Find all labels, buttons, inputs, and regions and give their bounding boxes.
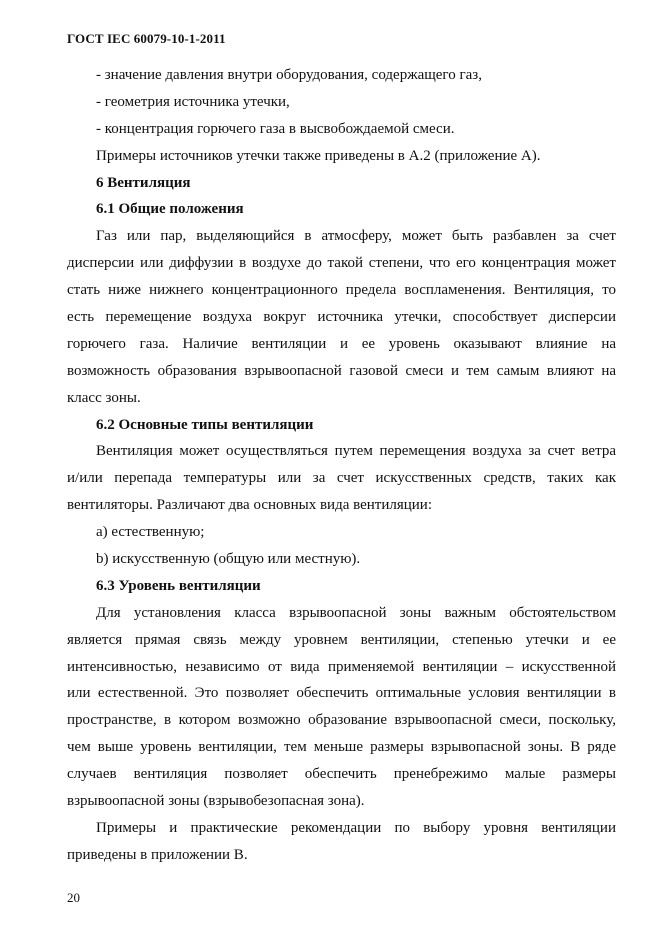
text-line: приведены в приложении В.	[67, 846, 248, 863]
text-line: - концентрация горючего газа в высвобождаемой смеси.	[96, 120, 455, 137]
text-line: класс зоны.	[67, 389, 141, 406]
text-line: или естественной. Это позволяет обеспечить оптимальные условия вентиляции в	[67, 685, 616, 702]
text-line: - геометрия источника утечки,	[96, 93, 290, 110]
text-line: интенсивностью, независимо от вида применяемой вентиляции – искусственной	[67, 658, 616, 675]
document-header: ГОСТ IEC 60079-10-1-2011	[67, 31, 226, 46]
text-line: Примеры и практические рекомендации по выбору уровня вентиляции	[96, 819, 616, 836]
text-line: горючего газа. Наличие вентиляции и ее уровень оказывают влияние на	[67, 335, 616, 352]
text-line: дисперсии или диффузии в воздухе до такой степени, что его концентрация может	[67, 255, 616, 272]
text-line: - значение давления внутри оборудования, содержащего газ,	[96, 67, 482, 83]
text-line: чем выше уровень вентиляции, тем меньше размеры взрывопасной зоны. В ряде	[67, 739, 616, 756]
text-line: стать ниже нижнего концентрационного предела воспламенения. Вентиляция, то	[67, 282, 616, 299]
text-line: Газ или пар, выделяющийся в атмосферу, может быть разбавлен за счет	[96, 228, 616, 245]
text-line: a) естественную;	[96, 524, 205, 541]
page-number: 20	[67, 890, 80, 905]
text-line: возможность образования взрывоопасной газовой смеси и тем самым влияют на	[67, 362, 616, 379]
text-line: есть перемещение воздуха вокруг источника утечки, способствует дисперсии	[67, 309, 616, 326]
text-line: пространстве, в котором возможно образование взрывоопасной смеси, поскольку,	[67, 712, 616, 729]
text-line: Вентиляция может осуществляться путем перемещения воздуха за счет ветра	[96, 443, 616, 460]
text-line: и/или перепада температуры или за счет искусственных средств, таких как	[67, 470, 616, 487]
text-line: является прямая связь между уровнем вентиляции, степенью утечки и ее	[67, 631, 616, 648]
text-line: b) искусственную (общую или местную).	[96, 551, 361, 568]
text-line: вентиляторы. Различают два основных вида вентиляции:	[67, 497, 433, 514]
section-heading: 6.3 Уровень вентиляции	[96, 577, 261, 594]
section-heading: 6.1 Общие положения	[96, 201, 244, 218]
document-body	[67, 62, 616, 869]
text-line: случаев вентиляция позволяет обеспечить пренебрежимо малые размеры	[67, 766, 616, 783]
section-heading: 6.2 Основные типы вентиляции	[96, 416, 314, 433]
text-line: взрывоопасной зоны (взрывобезопасная зона).	[67, 793, 365, 810]
text-line: Примеры источников утечки также приведены в А.2 (приложение А).	[96, 147, 541, 164]
text-line: Для установления класса взрывоопасной зоны важным обстоятельством	[96, 604, 616, 621]
section-heading: 6 Вентиляция	[96, 174, 191, 191]
